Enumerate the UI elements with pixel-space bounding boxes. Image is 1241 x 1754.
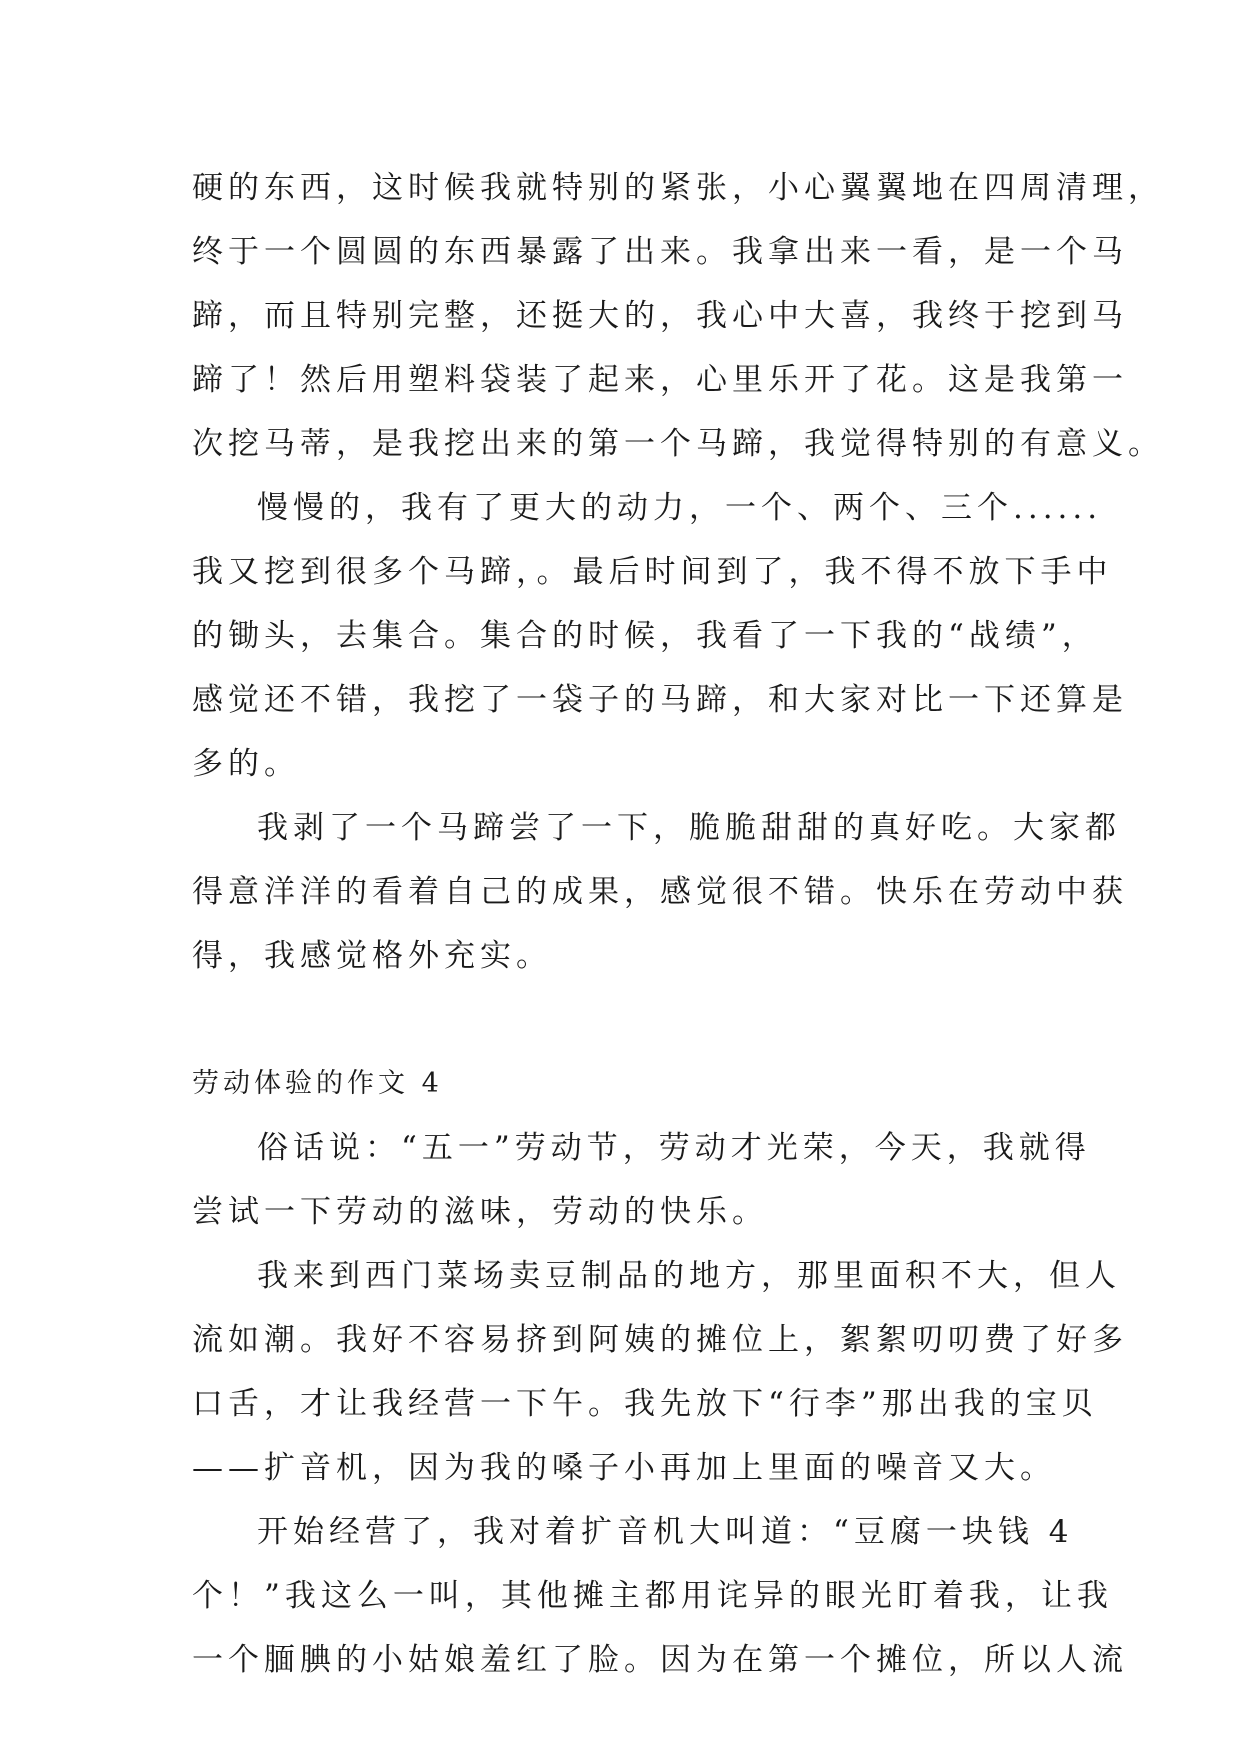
- paragraph-first-line: 开始经营了，我对着扩音机大叫道：“豆腐一块钱 4: [257, 1514, 1074, 1550]
- text-line: 得，我感觉格外充实。: [192, 938, 552, 974]
- text-line: 蹄，而且特别完整，还挺大的，我心中大喜，我终于挖到马: [192, 298, 1128, 334]
- text-line: 得意洋洋的看着自己的成果，感觉很不错。快乐在劳动中获: [192, 874, 1128, 910]
- text-line: 一个腼腆的小姑娘羞红了脸。因为在第一个摊位，所以人流: [192, 1642, 1128, 1678]
- paragraph-first-line: 我剥了一个马蹄尝了一下，脆脆甜甜的真好吃。大家都: [257, 810, 1121, 846]
- paragraph-first-line: 俗话说：“五一”劳动节，劳动才光荣，今天，我就得: [257, 1130, 1091, 1166]
- text-line: 蹄了！然后用塑料袋装了起来，心里乐开了花。这是我第一: [192, 362, 1128, 398]
- text-line: 多的。: [192, 746, 300, 782]
- text-line: ——扩音机，因为我的嗓子小再加上里面的噪音又大。: [192, 1450, 1056, 1486]
- text-line: 次挖马蒂，是我挖出来的第一个马蹄，我觉得特别的有意义。: [192, 426, 1164, 462]
- text-line: 的锄头，去集合。集合的时候，我看了一下我的“战绩”，: [192, 618, 1098, 654]
- text-line: 我又挖到很多个马蹄，。最后时间到了，我不得不放下手中: [192, 554, 1113, 590]
- text-line: 感觉还不错，我挖了一袋子的马蹄，和大家对比一下还算是: [192, 682, 1128, 718]
- paragraph-first-line: 慢慢的，我有了更大的动力，一个、两个、三个......: [257, 490, 1103, 526]
- text-line: 终于一个圆圆的东西暴露了出来。我拿出来一看，是一个马: [192, 234, 1128, 270]
- text-line: 流如潮。我好不容易挤到阿姨的摊位上，絮絮叨叨费了好多: [192, 1322, 1128, 1358]
- text-line: 硬的东西，这时候我就特别的紧张，小心翼翼地在四周清理，: [192, 170, 1164, 206]
- text-line: 个！”我这么一叫，其他摊主都用诧异的眼光盯着我，让我: [192, 1578, 1113, 1614]
- paragraph-first-line: 我来到西门菜场卖豆制品的地方，那里面积不大，但人: [257, 1258, 1121, 1294]
- section-heading: 劳动体验的作文 4: [192, 1068, 443, 1099]
- text-line: 口舌，才让我经营一下午。我先放下“行李”那出我的宝贝: [192, 1386, 1098, 1422]
- text-line: 尝试一下劳动的滋味，劳动的快乐。: [192, 1194, 768, 1230]
